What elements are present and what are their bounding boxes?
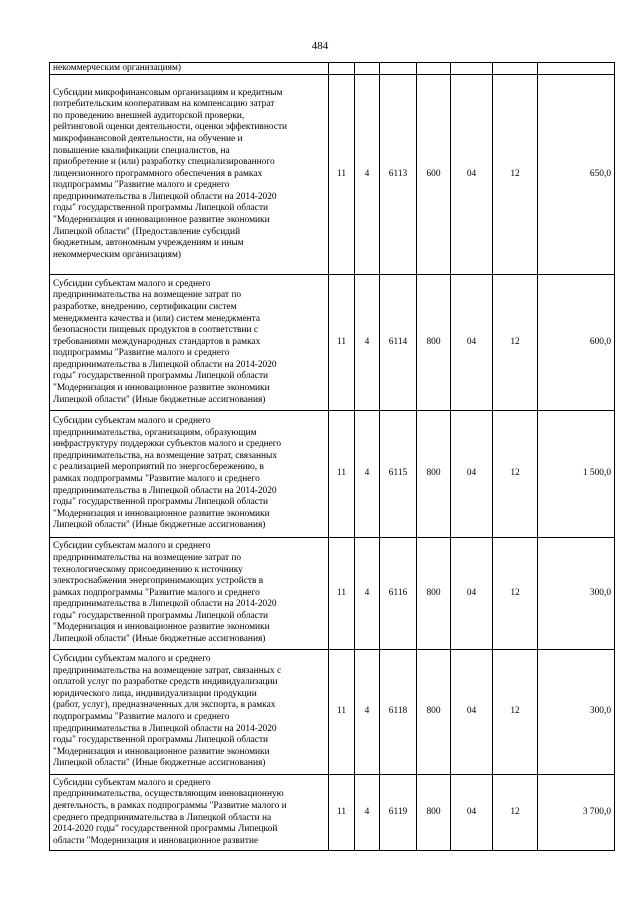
row-description: Субсидии микрофинансовым организациям и кредитным потребительским кооперативам на компенсацию затрат по проведению внешней аудиторской проверки, рейтинговой оценки деятельности, оценки эффективности микрофинансовой деятельности, на обучение и повышение квалификации специалистов, на приобретение и (или) разработку специализированного лицензионного программного обеспечения в рамках подпрограммы "Развитие малого и среднего предпринимательства в Липецкой области на 2014-2020 годы" государственной программы Липецкой области "Модернизация и инновационное развитие экономики Липецкой области" (Предоставление субсидий бюджетным, автономным учреждениям и иным некоммерческим организациям) [50, 75, 329, 275]
subsection-code: 4 [355, 538, 380, 650]
table-row [50, 775, 615, 851]
expense-type-code: 600 [417, 75, 451, 275]
target-code: 6118 [380, 650, 417, 775]
amount: 650,0 [538, 75, 615, 275]
section-code: 11 [329, 75, 355, 275]
table-row [50, 275, 615, 411]
subsection-code: 4 [355, 75, 380, 275]
table-row [50, 538, 615, 650]
code-col-5: 04 [451, 775, 493, 851]
section-code: 11 [329, 775, 355, 851]
subsection-code: 4 [355, 411, 380, 538]
section-code: 11 [329, 411, 355, 538]
section-code: 11 [329, 538, 355, 650]
code-col-6: 12 [493, 538, 538, 650]
subsection-code: 4 [355, 275, 380, 411]
table-row [50, 75, 615, 275]
budget-table [49, 62, 615, 851]
row-description: Субсидии субъектам малого и среднего предпринимательства, осуществляющим инновационную деятельность, в рамках подпрограммы "Развитие малого и среднего предпринимательства в Липецкой области на 2014-2020 годы" государственной программы Липецкой области "Модернизация и инновационное развитие [50, 775, 329, 851]
row-description: Субсидии субъектам малого и среднего предпринимательства на возмещение затрат по разработке, внедрению, сертификации систем менеджмента качества и (или) систем менеджмента безопасности пищевых продуктов в соответствии с требованиями международных стандартов в рамках подпрограммы "Развитие малого и среднего предпринимательства в Липецкой области на 2014-2020 годы" государственной программы Липецкой области "Модернизация и инновационное развитие экономики Липецкой области" (Иные бюджетные ассигнования) [50, 275, 329, 411]
code-col-6: 12 [493, 411, 538, 538]
continuation-row [50, 63, 615, 75]
target-code: 6116 [380, 538, 417, 650]
target-code: 6113 [380, 75, 417, 275]
expense-type-code: 800 [417, 411, 451, 538]
code-col-6: 12 [493, 75, 538, 275]
amount: 1 500,0 [538, 411, 615, 538]
amount: 600,0 [538, 275, 615, 411]
subsection-code: 4 [355, 775, 380, 851]
code-col-6: 12 [493, 275, 538, 411]
code-col-6: 12 [493, 775, 538, 851]
code-col-5: 04 [451, 411, 493, 538]
row-description: Субсидии субъектам малого и среднего предпринимательства на возмещение затрат, связанных с оплатой услуг по разработке средств индивидуализации юридического лица, индивидуализации продукции (работ, услуг), предназначенных для экспорта, в рамках подпрограммы "Развитие малого и среднего предпринимательства в Липецкой области на 2014-2020 годы" государственной программы Липецкой области "Модернизация и инновационное развитие экономики Липецкой области" (Иные бюджетные ассигнования) [50, 650, 329, 775]
table-row [50, 411, 615, 538]
target-code: 6119 [380, 775, 417, 851]
page-number: 484 [311, 40, 329, 52]
amount: 300,0 [538, 650, 615, 775]
code-col-5: 04 [451, 538, 493, 650]
row-description: Субсидии субъектам малого и среднего предпринимательства, организациям, образующим инфраструктуру поддержки субъектов малого и среднего предпринимательства, на возмещение затрат, связанных с реализацией мероприятий по энергосбережению, в рамках подпрограммы "Развитие малого и среднего предпринимательства в Липецкой области на 2014-2020 годы" государственной программы Липецкой области "Модернизация и инновационное развитие экономики Липецкой области" (Иные бюджетные ассигнования) [50, 411, 329, 538]
expense-type-code: 800 [417, 538, 451, 650]
expense-type-code: 800 [417, 650, 451, 775]
code-col-5: 04 [451, 75, 493, 275]
expense-type-code: 800 [417, 775, 451, 851]
target-code: 6114 [380, 275, 417, 411]
continuation-description: некоммерческим организациям) [50, 63, 329, 75]
amount: 300,0 [538, 538, 615, 650]
table-row [50, 650, 615, 775]
subsection-code: 4 [355, 650, 380, 775]
code-col-5: 04 [451, 275, 493, 411]
section-code: 11 [329, 275, 355, 411]
expense-type-code: 800 [417, 275, 451, 411]
amount: 3 700,0 [538, 775, 615, 851]
code-col-5: 04 [451, 650, 493, 775]
target-code: 6115 [380, 411, 417, 538]
section-code: 11 [329, 650, 355, 775]
row-description: Субсидии субъектам малого и среднего предпринимательства на возмещение затрат по технологическому присоединению к источнику электроснабжения энергопринимающих устройств в рамках подпрограммы "Развитие малого и среднего предпринимательства в Липецкой области на 2014-2020 годы" государственной программы Липецкой области "Модернизация и инновационное развитие экономики Липецкой области" (Иные бюджетные ассигнования) [50, 538, 329, 650]
code-col-6: 12 [493, 650, 538, 775]
